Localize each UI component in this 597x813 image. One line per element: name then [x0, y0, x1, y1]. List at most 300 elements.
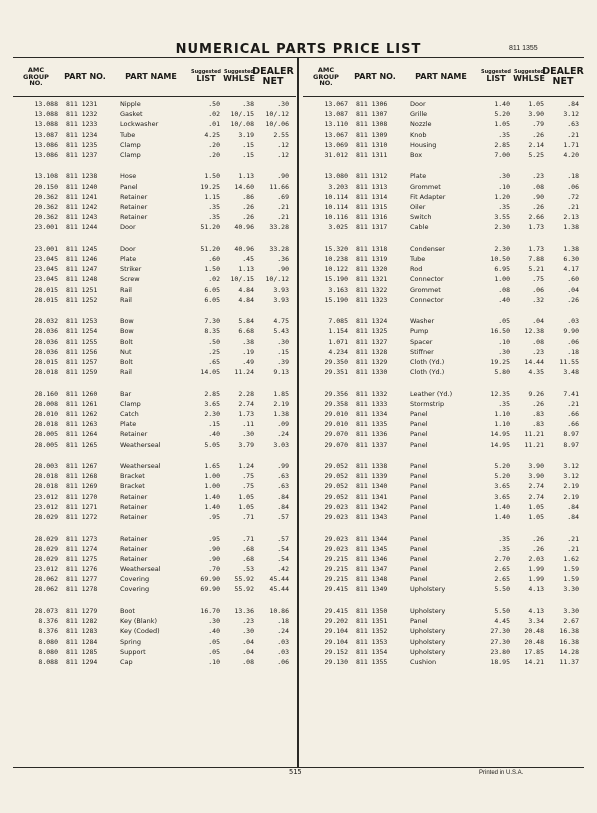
part-name: Clamp — [120, 150, 141, 159]
whlse-price: 3.34 — [528, 617, 544, 626]
list-price: 1.40 — [204, 502, 220, 511]
header-rule — [13, 96, 296, 97]
header-dealer-net-text: NET — [552, 76, 574, 87]
list-price: 3.55 — [494, 213, 510, 222]
part-no: 811 1235 — [66, 140, 98, 149]
part-no: 811 1247 — [66, 265, 98, 274]
list-price: 5.20 — [494, 472, 510, 481]
table-row — [304, 316, 589, 326]
part-name: Stormstrip — [410, 399, 445, 408]
table-row — [304, 130, 589, 140]
whlse-price: .83 — [532, 410, 544, 419]
amc-group-no: 13.087 — [324, 110, 348, 119]
list-price: .40 — [208, 430, 220, 439]
part-no: 811 1341 — [356, 492, 388, 501]
whlse-price: 2.03 — [528, 554, 544, 563]
table-row — [14, 512, 299, 522]
amc-group-no: 28.029 — [34, 513, 58, 522]
dealer-net: .26 — [567, 295, 579, 304]
dealer-net: 3.03 — [273, 440, 289, 449]
dealer-net: 16.38 — [559, 637, 579, 646]
part-no: 811 1238 — [66, 172, 98, 181]
header-amc-group-text: AMC — [317, 65, 335, 74]
list-price: 2.30 — [494, 244, 510, 253]
part-no: 811 1323 — [356, 295, 388, 304]
whlse-price: 1.99 — [528, 575, 544, 584]
whlse-price: 7.88 — [528, 255, 544, 264]
part-no: 811 1351 — [356, 617, 388, 626]
list-price: 3.65 — [494, 492, 510, 501]
whlse-price: 5.25 — [528, 150, 544, 159]
table-row — [14, 419, 299, 429]
whlse-price: .86 — [242, 192, 254, 201]
table-row — [304, 295, 589, 305]
part-no: 811 1322 — [356, 285, 388, 294]
part-name: Retainer — [120, 202, 148, 211]
amc-group-no: 28.015 — [34, 358, 58, 367]
amc-group-no: 10.114 — [324, 202, 348, 211]
dealer-net: .90 — [277, 172, 289, 181]
dealer-net: 8.97 — [563, 430, 579, 439]
row-group — [304, 461, 589, 522]
whlse-price: .23 — [532, 172, 544, 181]
amc-group-no: 29.358 — [324, 399, 348, 408]
part-no: 811 1264 — [66, 430, 98, 439]
list-price: 1.10 — [494, 420, 510, 429]
whlse-price: 1.05 — [528, 100, 544, 108]
dealer-net: 1.59 — [563, 575, 579, 584]
amc-group-no: 29.356 — [324, 389, 348, 398]
table-row — [14, 584, 299, 594]
part-no: 811 1263 — [66, 420, 98, 429]
amc-group-no: 28.015 — [34, 285, 58, 294]
part-no: 811 1337 — [356, 440, 388, 449]
part-name: Upholstery — [410, 637, 446, 646]
whlse-price: 14.21 — [524, 657, 544, 666]
part-no: 811 1274 — [66, 544, 98, 553]
amc-group-no: 29.023 — [324, 513, 348, 522]
part-no: 811 1343 — [356, 513, 388, 522]
whlse-price: 2.14 — [528, 140, 544, 149]
table-row — [304, 502, 589, 512]
header-part-no — [60, 59, 110, 95]
dealer-net: 1.38 — [273, 410, 289, 419]
dealer-net: .21 — [567, 544, 579, 553]
amc-group-no: 28.008 — [34, 399, 58, 408]
table-row — [304, 99, 589, 109]
list-price: 3.65 — [204, 399, 220, 408]
table-row — [14, 212, 299, 222]
table-row — [14, 461, 299, 471]
table-row — [14, 254, 299, 264]
amc-group-no: 29.202 — [324, 617, 348, 626]
amc-group-no: 29.351 — [324, 368, 348, 377]
dealer-net: 8.97 — [563, 440, 579, 449]
part-name: Gasket — [120, 110, 143, 119]
amc-group-no: 1.071 — [328, 337, 348, 346]
amc-group-no: 10.122 — [324, 265, 348, 274]
list-price: 19.25 — [200, 182, 220, 191]
part-no: 811 1346 — [356, 554, 388, 563]
part-no: 811 1347 — [356, 565, 388, 574]
list-price: 1.05 — [494, 120, 510, 129]
table-row — [304, 564, 589, 574]
table-row — [304, 347, 589, 357]
part-no: 811 1243 — [66, 213, 98, 222]
part-no: 811 1352 — [356, 627, 388, 636]
table-row — [14, 429, 299, 439]
whlse-price: .23 — [242, 617, 254, 626]
part-name: Door — [120, 223, 136, 232]
list-price: .35 — [498, 130, 510, 139]
amc-group-no: 28.062 — [34, 585, 58, 594]
table-row — [14, 182, 299, 192]
part-no: 811 1253 — [66, 317, 98, 326]
table-row — [14, 119, 299, 129]
whlse-price: .08 — [242, 657, 254, 666]
part-name: Key (Blank) — [120, 617, 158, 626]
amc-group-no: 31.012 — [324, 150, 348, 159]
part-no: 811 1276 — [66, 565, 98, 574]
whlse-price: .38 — [242, 100, 254, 108]
amc-group-no: 28.018 — [34, 482, 58, 491]
dealer-net: .72 — [567, 192, 579, 201]
dealer-net: 2.19 — [273, 399, 289, 408]
row-group — [304, 389, 589, 450]
whlse-price: 2.28 — [238, 389, 254, 398]
part-no: 811 1319 — [356, 255, 388, 264]
header-dealer-net — [542, 59, 584, 95]
list-price: 1.20 — [494, 192, 510, 201]
table-row — [304, 109, 589, 119]
amc-group-no: 13.088 — [34, 120, 58, 129]
list-price: 5.20 — [494, 462, 510, 471]
row-group — [14, 534, 299, 595]
amc-group-no: 13.108 — [34, 172, 58, 181]
header-dealer-net-text: DEALER — [252, 66, 294, 78]
dealer-net: 1.85 — [273, 389, 289, 398]
amc-group-no: 29.104 — [324, 627, 348, 636]
part-name: Support — [120, 647, 146, 656]
row-group — [14, 461, 299, 522]
list-price: 51.20 — [200, 244, 220, 253]
amc-group-no: 28.073 — [34, 606, 58, 615]
header-list-text: Suggested — [480, 69, 512, 76]
amc-group-no: 29.130 — [324, 657, 348, 666]
part-no: 811 1311 — [356, 150, 388, 159]
whlse-price: .26 — [242, 213, 254, 222]
part-name: Upholstery — [410, 585, 446, 594]
part-name: Bracket — [120, 482, 145, 491]
header-dealer-net-text: NET — [262, 76, 284, 87]
header-amc-group-text: GROUP — [313, 72, 339, 81]
table-row — [304, 119, 589, 129]
part-name: Cloth (Yd.) — [410, 368, 445, 377]
amc-group-no: 13.067 — [324, 130, 348, 139]
amc-group-no: 23.045 — [34, 265, 58, 274]
amc-group-no: 3.025 — [328, 223, 348, 232]
part-no: 811 1278 — [66, 585, 98, 594]
table-row — [14, 367, 299, 377]
amc-group-no: 13.067 — [324, 100, 348, 108]
part-no: 811 1315 — [356, 202, 388, 211]
whlse-price: .45 — [242, 255, 254, 264]
part-no: 811 1262 — [66, 410, 98, 419]
dealer-net: .30 — [277, 337, 289, 346]
amc-group-no: 23.012 — [34, 492, 58, 501]
dealer-net: .66 — [567, 410, 579, 419]
part-no: 811 1334 — [356, 410, 388, 419]
amc-group-no: 13.080 — [324, 172, 348, 181]
part-name: Upholstery — [410, 627, 446, 636]
amc-group-no: 28.036 — [34, 347, 58, 356]
amc-group-no: 13.110 — [324, 120, 348, 129]
dealer-net: 11.55 — [559, 358, 579, 367]
table-row — [304, 512, 589, 522]
amc-group-no: 28.003 — [34, 462, 58, 471]
part-name: Retainer — [120, 554, 148, 563]
amc-group-no: 28.029 — [34, 554, 58, 563]
amc-group-no: 28.036 — [34, 337, 58, 346]
amc-group-no: 29.052 — [324, 492, 348, 501]
part-name: Panel — [410, 544, 428, 553]
header-whlse-text: Suggested — [513, 69, 545, 76]
list-price: .10 — [208, 657, 220, 666]
table-row — [14, 440, 299, 450]
list-price: .90 — [208, 544, 220, 553]
part-name: Panel — [410, 472, 428, 481]
list-price: 1.40 — [494, 513, 510, 522]
table-row — [304, 254, 589, 264]
list-price: .35 — [208, 202, 220, 211]
table-row — [14, 316, 299, 326]
list-price: .40 — [498, 295, 510, 304]
part-no: 811 1234 — [66, 130, 98, 139]
amc-group-no: 28.029 — [34, 544, 58, 553]
table-row — [304, 584, 589, 594]
part-name: Covering — [120, 585, 150, 594]
dealer-net: 1.62 — [563, 554, 579, 563]
table-row — [304, 481, 589, 491]
list-price: 27.30 — [490, 627, 510, 636]
dealer-net: .15 — [277, 347, 289, 356]
table-row — [304, 534, 589, 544]
table-row — [304, 637, 589, 647]
dealer-net: 3.12 — [563, 472, 579, 481]
part-name: Retainer — [120, 544, 148, 553]
list-price: 1.50 — [204, 172, 220, 181]
whlse-price: 55.92 — [234, 585, 254, 594]
table-row — [304, 274, 589, 284]
part-no: 811 1312 — [356, 172, 388, 181]
dealer-net: 4.17 — [563, 265, 579, 274]
table-row — [304, 182, 589, 192]
part-name: Plate — [410, 172, 427, 181]
row-group — [14, 171, 299, 232]
part-no: 811 1283 — [66, 627, 98, 636]
part-no: 811 1307 — [356, 110, 388, 119]
whlse-price: .30 — [242, 430, 254, 439]
whlse-price: 20.48 — [524, 627, 544, 636]
amc-group-no: 4.234 — [328, 347, 348, 356]
table-row — [14, 502, 299, 512]
table-row — [14, 637, 299, 647]
dealer-net: .30 — [277, 100, 289, 108]
whlse-price: 2.74 — [528, 492, 544, 501]
part-name: Connector — [410, 275, 444, 284]
amc-group-no: 23.045 — [34, 255, 58, 264]
part-name: Bow — [120, 317, 134, 326]
part-name: Retainer — [120, 513, 148, 522]
row-group — [14, 606, 299, 667]
table-row — [14, 616, 299, 626]
dealer-net: 5.43 — [273, 327, 289, 336]
whlse-price: .30 — [242, 627, 254, 636]
whlse-price: 10/.08 — [230, 120, 254, 129]
header-part-no — [350, 59, 400, 95]
whlse-price: .38 — [242, 337, 254, 346]
part-name: Pump — [410, 327, 429, 336]
part-name: Lockwasher — [120, 120, 159, 129]
table-row — [304, 357, 589, 367]
dealer-net: .24 — [277, 627, 289, 636]
dealer-net: 9.13 — [273, 368, 289, 377]
part-no: 811 1350 — [356, 606, 388, 615]
part-name: Striker — [120, 265, 142, 274]
part-no: 811 1259 — [66, 368, 98, 377]
list-price: .60 — [208, 255, 220, 264]
header-list-text: LIST — [486, 74, 506, 84]
row-group — [14, 244, 299, 305]
part-no: 811 1248 — [66, 275, 98, 284]
part-name: Panel — [410, 420, 428, 429]
table-row — [14, 471, 299, 481]
list-price: .30 — [498, 172, 510, 181]
list-price: 2.70 — [494, 554, 510, 563]
list-price: 10.50 — [490, 255, 510, 264]
part-no: 811 1272 — [66, 513, 98, 522]
table-row — [14, 347, 299, 357]
list-price: .30 — [498, 347, 510, 356]
page-number: 515 — [289, 768, 302, 776]
dealer-net: 45.44 — [269, 585, 289, 594]
whlse-price: .32 — [532, 295, 544, 304]
amc-group-no: 13.088 — [34, 100, 58, 108]
part-no: 811 1328 — [356, 347, 388, 356]
table-row — [304, 367, 589, 377]
part-no: 811 1256 — [66, 347, 98, 356]
part-no: 811 1340 — [356, 482, 388, 491]
whlse-price: 1.73 — [238, 410, 254, 419]
part-no: 811 1344 — [356, 534, 388, 543]
parts-table — [304, 99, 589, 667]
whlse-price: .26 — [242, 202, 254, 211]
whlse-price: .79 — [532, 120, 544, 129]
left-panel — [14, 59, 299, 678]
header-dealer-net-text: DEALER — [542, 66, 584, 78]
part-no: 811 1320 — [356, 265, 388, 274]
part-name: Rail — [120, 368, 132, 377]
table-row — [14, 564, 299, 574]
header-whlse — [512, 59, 546, 95]
dealer-net: 3.93 — [273, 295, 289, 304]
part-name: Tube — [120, 130, 136, 139]
table-row — [304, 244, 589, 254]
list-price: 14.95 — [490, 430, 510, 439]
whlse-price: 9.26 — [528, 389, 544, 398]
dealer-net: 10/.06 — [265, 120, 289, 129]
part-no: 811 1339 — [356, 472, 388, 481]
whlse-price: 4.35 — [528, 368, 544, 377]
dealer-net: 4.75 — [273, 317, 289, 326]
part-name: Knob — [410, 130, 427, 139]
whlse-price: 40.96 — [234, 244, 254, 253]
whlse-price: 6.68 — [238, 327, 254, 336]
table-row — [14, 274, 299, 284]
amc-group-no: 28.018 — [34, 420, 58, 429]
part-no: 811 1348 — [356, 575, 388, 584]
table-row — [304, 264, 589, 274]
list-price: 1.00 — [204, 472, 220, 481]
whlse-price: 14.60 — [234, 182, 254, 191]
dealer-net: .12 — [277, 140, 289, 149]
amc-group-no: 29.152 — [324, 647, 348, 656]
table-row — [304, 471, 589, 481]
dealer-net: 2.19 — [563, 492, 579, 501]
amc-group-no: 20.362 — [34, 202, 58, 211]
amc-group-no: 29.215 — [324, 565, 348, 574]
dealer-net: .99 — [277, 462, 289, 471]
list-price: 6.95 — [494, 265, 510, 274]
part-name: Oiler — [410, 202, 426, 211]
part-name: Cable — [410, 223, 429, 232]
part-name: Panel — [410, 554, 428, 563]
list-price: 1.40 — [204, 492, 220, 501]
list-price: .50 — [208, 100, 220, 108]
dealer-net: .03 — [567, 317, 579, 326]
dealer-net: 3.30 — [563, 606, 579, 615]
amc-group-no: 3.163 — [328, 285, 348, 294]
table-row — [14, 534, 299, 544]
list-price: 16.70 — [200, 606, 220, 615]
part-name: Nut — [120, 347, 132, 356]
amc-group-no: 13.086 — [34, 140, 58, 149]
part-name: Panel — [120, 182, 138, 191]
header-list — [480, 59, 512, 95]
part-name: Upholstery — [410, 647, 446, 656]
list-price: 5.50 — [494, 606, 510, 615]
dealer-net: .69 — [277, 192, 289, 201]
part-name: Rail — [120, 295, 132, 304]
amc-group-no: 28.018 — [34, 368, 58, 377]
dealer-net: 11.66 — [269, 182, 289, 191]
table-row — [14, 399, 299, 409]
table-row — [304, 202, 589, 212]
list-price: 16.50 — [490, 327, 510, 336]
list-price: 1.10 — [494, 410, 510, 419]
whlse-price: .68 — [242, 544, 254, 553]
list-price: .35 — [498, 544, 510, 553]
whlse-price: 4.84 — [238, 295, 254, 304]
table-row — [14, 99, 299, 109]
part-no: 811 1271 — [66, 502, 98, 511]
part-no: 811 1270 — [66, 492, 98, 501]
dealer-net: 2.19 — [563, 482, 579, 491]
part-no: 811 1246 — [66, 255, 98, 264]
row-group — [304, 316, 589, 377]
list-price: .65 — [208, 358, 220, 367]
header-part-name — [404, 59, 478, 95]
